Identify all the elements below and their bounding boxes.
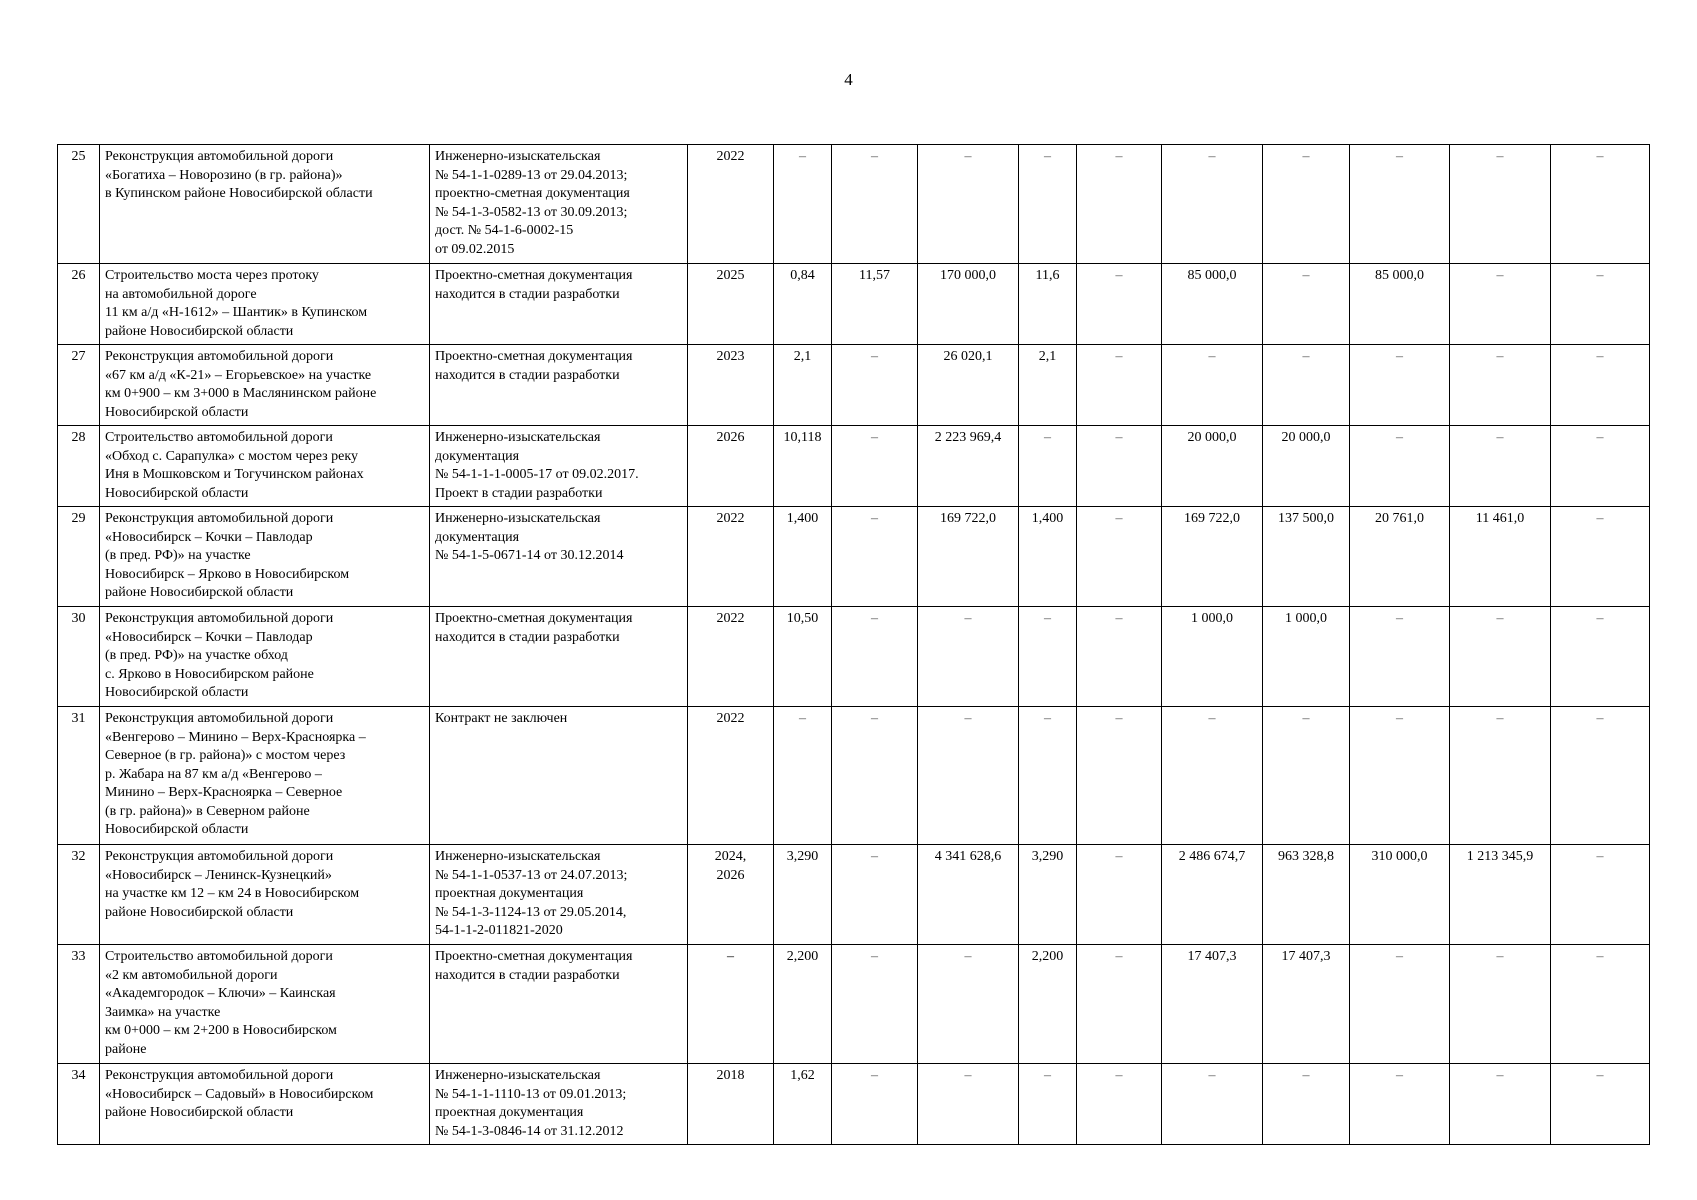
row-number-cell: 31 — [58, 707, 100, 845]
object-name-cell: Реконструкция автомобильной дороги «Новосибирск – Кочки – Павлодар (в пред. РФ)» на участке Новосибирск – Ярково в Новосибирском районе Новосибирской области — [100, 507, 430, 607]
documentation-cell: Контракт не заключен — [430, 707, 688, 845]
value-cell: – — [832, 1064, 918, 1145]
value-cell: – — [832, 507, 918, 607]
value-cell: 11,6 — [1019, 264, 1077, 345]
value-cell: 1,400 — [774, 507, 832, 607]
row-number-cell: 27 — [58, 345, 100, 426]
value-cell: – — [832, 707, 918, 845]
year-cell: 2023 — [688, 345, 774, 426]
object-name-cell: Реконструкция автомобильной дороги «Богатиха – Новорозино (в гр. района)» в Купинском районе Новосибирской области — [100, 145, 430, 264]
value-cell: – — [1263, 707, 1350, 845]
value-cell: – — [832, 145, 918, 264]
value-cell: – — [774, 707, 832, 845]
value-cell: 10,118 — [774, 426, 832, 507]
value-cell: 2 223 969,4 — [918, 426, 1019, 507]
row-number-cell: 34 — [58, 1064, 100, 1145]
documentation-cell: Инженерно-изыскательская № 54-1-1-0537-13 от 24.07.2013; проектная документация № 54-1-3-1124-13 от 29.05.2014, 54-1-1-2-011821-2020 — [430, 845, 688, 945]
documentation-cell: Проектно-сметная документация находится в стадии разработки — [430, 264, 688, 345]
object-name-cell: Строительство автомобильной дороги «Обход с. Сарапулка» с мостом через реку Иня в Мошковском и Тогучинском районах Новосибирской области — [100, 426, 430, 507]
documentation-cell: Инженерно-изыскательская № 54-1-1-1110-13 от 09.01.2013; проектная документация № 54-1-3-0846-14 от 31.12.2012 — [430, 1064, 688, 1145]
year-cell: – — [688, 945, 774, 1064]
value-cell: – — [918, 945, 1019, 1064]
value-cell: 26 020,1 — [918, 345, 1019, 426]
value-cell: – — [1077, 707, 1162, 845]
documentation-cell: Проектно-сметная документация находится в стадии разработки — [430, 607, 688, 707]
object-name-cell: Реконструкция автомобильной дороги «Новосибирск – Ленинск-Кузнецкий» на участке км 12 – км 24 в Новосибирском районе Новосибирской области — [100, 845, 430, 945]
value-cell: – — [1162, 1064, 1263, 1145]
value-cell: – — [1019, 426, 1077, 507]
value-cell: 85 000,0 — [1350, 264, 1450, 345]
value-cell: 963 328,8 — [1263, 845, 1350, 945]
value-cell: – — [1077, 145, 1162, 264]
value-cell: – — [1263, 145, 1350, 264]
documentation-cell: Проектно-сметная документация находится в стадии разработки — [430, 945, 688, 1064]
table-row — [58, 145, 1650, 264]
value-cell: 11 461,0 — [1450, 507, 1551, 607]
value-cell: 310 000,0 — [1350, 845, 1450, 945]
value-cell: – — [832, 426, 918, 507]
value-cell: – — [1551, 145, 1650, 264]
value-cell: 170 000,0 — [918, 264, 1019, 345]
value-cell: – — [1019, 1064, 1077, 1145]
value-cell: – — [1450, 145, 1551, 264]
value-cell: – — [1077, 426, 1162, 507]
table-row — [58, 707, 1650, 845]
value-cell: – — [774, 145, 832, 264]
table-row — [58, 607, 1650, 707]
value-cell: – — [832, 345, 918, 426]
value-cell: – — [1077, 345, 1162, 426]
table-row — [58, 845, 1650, 945]
year-cell: 2018 — [688, 1064, 774, 1145]
value-cell: – — [1350, 945, 1450, 1064]
object-name-cell: Реконструкция автомобильной дороги «67 км а/д «К-21» – Егорьевское» на участке км 0+900 – км 3+000 в Маслянинском районе Новосибирской области — [100, 345, 430, 426]
documentation-cell: Проектно-сметная документация находится в стадии разработки — [430, 345, 688, 426]
value-cell: 169 722,0 — [918, 507, 1019, 607]
value-cell: – — [1077, 845, 1162, 945]
value-cell: – — [1551, 607, 1650, 707]
object-name-cell: Строительство моста через протоку на автомобильной дороге 11 км а/д «Н-1612» – Шантик» в Купинском районе Новосибирской области — [100, 264, 430, 345]
value-cell: 2,1 — [774, 345, 832, 426]
value-cell: 1,400 — [1019, 507, 1077, 607]
value-cell: – — [1350, 345, 1450, 426]
row-number-cell: 28 — [58, 426, 100, 507]
table-row — [58, 945, 1650, 1064]
row-number-cell: 25 — [58, 145, 100, 264]
value-cell: – — [1019, 145, 1077, 264]
projects-table — [57, 144, 1650, 1145]
year-cell: 2025 — [688, 264, 774, 345]
value-cell: 169 722,0 — [1162, 507, 1263, 607]
value-cell: 20 761,0 — [1350, 507, 1450, 607]
value-cell: 2 486 674,7 — [1162, 845, 1263, 945]
value-cell: – — [1350, 426, 1450, 507]
year-cell: 2022 — [688, 507, 774, 607]
value-cell: – — [1162, 145, 1263, 264]
value-cell: 3,290 — [1019, 845, 1077, 945]
value-cell: – — [918, 1064, 1019, 1145]
value-cell: 1 000,0 — [1162, 607, 1263, 707]
table-body — [58, 145, 1650, 1145]
value-cell: 17 407,3 — [1162, 945, 1263, 1064]
value-cell: – — [1162, 707, 1263, 845]
row-number-cell: 26 — [58, 264, 100, 345]
value-cell: 2,1 — [1019, 345, 1077, 426]
value-cell: 17 407,3 — [1263, 945, 1350, 1064]
row-number-cell: 29 — [58, 507, 100, 607]
value-cell: – — [1350, 1064, 1450, 1145]
value-cell: – — [1350, 707, 1450, 845]
value-cell: 1 000,0 — [1263, 607, 1350, 707]
year-cell: 2022 — [688, 145, 774, 264]
value-cell: – — [1551, 845, 1650, 945]
value-cell: 137 500,0 — [1263, 507, 1350, 607]
value-cell: – — [1263, 345, 1350, 426]
value-cell: – — [1450, 345, 1551, 426]
value-cell: – — [1350, 607, 1450, 707]
table-row — [58, 345, 1650, 426]
value-cell: – — [918, 707, 1019, 845]
object-name-cell: Реконструкция автомобильной дороги «Новосибирск – Кочки – Павлодар (в пред. РФ)» на участке обход с. Ярково в Новосибирском районе Новосибирской области — [100, 607, 430, 707]
value-cell: 2,200 — [1019, 945, 1077, 1064]
table-row — [58, 264, 1650, 345]
value-cell: 20 000,0 — [1162, 426, 1263, 507]
page-number: 4 — [844, 70, 853, 89]
year-cell: 2022 — [688, 707, 774, 845]
value-cell: – — [1077, 264, 1162, 345]
object-name-cell: Строительство автомобильной дороги «2 км автомобильной дороги «Академгородок – Ключи» – Каинская Заимка» на участке км 0+000 – км 2+200 в Новосибирском районе — [100, 945, 430, 1064]
value-cell: – — [1551, 345, 1650, 426]
table-row — [58, 426, 1650, 507]
value-cell: – — [832, 607, 918, 707]
year-cell: 2026 — [688, 426, 774, 507]
value-cell: – — [1450, 264, 1551, 345]
value-cell: – — [1551, 507, 1650, 607]
value-cell: – — [1019, 707, 1077, 845]
value-cell: 1 213 345,9 — [1450, 845, 1551, 945]
value-cell: – — [1350, 145, 1450, 264]
value-cell: – — [1077, 507, 1162, 607]
row-number-cell: 32 — [58, 845, 100, 945]
value-cell: – — [1551, 1064, 1650, 1145]
value-cell: 20 000,0 — [1263, 426, 1350, 507]
documentation-cell: Инженерно-изыскательская № 54-1-1-0289-13 от 29.04.2013; проектно-сметная документация № 54-1-3-0582-13 от 30.09.2013; дост. № 54-1-6-0002-15 от 09.02.2015 — [430, 145, 688, 264]
value-cell: – — [1450, 426, 1551, 507]
row-number-cell: 33 — [58, 945, 100, 1064]
value-cell: 4 341 628,6 — [918, 845, 1019, 945]
value-cell: – — [1551, 707, 1650, 845]
table-row — [58, 507, 1650, 607]
object-name-cell: Реконструкция автомобильной дороги «Венгерово – Минино – Верх-Красноярка – Северное (в гр. района)» с мостом через р. Жабара на 87 км а/д «Венгерово – Минино – Верх-Красноярка – Северное (в гр. района)» в Северном районе Новосибирской области — [100, 707, 430, 845]
value-cell: – — [1450, 945, 1551, 1064]
value-cell: 10,50 — [774, 607, 832, 707]
value-cell: – — [832, 845, 918, 945]
value-cell: – — [1077, 945, 1162, 1064]
documentation-cell: Инженерно-изыскательская документация № 54-1-1-1-0005-17 от 09.02.2017. Проект в стадии разработки — [430, 426, 688, 507]
value-cell: – — [832, 945, 918, 1064]
documentation-cell: Инженерно-изыскательская документация № 54-1-5-0671-14 от 30.12.2014 — [430, 507, 688, 607]
value-cell: – — [1019, 607, 1077, 707]
value-cell: – — [1162, 345, 1263, 426]
value-cell: – — [1551, 426, 1650, 507]
year-cell: 2022 — [688, 607, 774, 707]
value-cell: – — [1077, 1064, 1162, 1145]
value-cell: – — [1450, 607, 1551, 707]
year-cell: 2024, 2026 — [688, 845, 774, 945]
value-cell: – — [1263, 1064, 1350, 1145]
value-cell: 85 000,0 — [1162, 264, 1263, 345]
row-number-cell: 30 — [58, 607, 100, 707]
value-cell: – — [1450, 707, 1551, 845]
value-cell: 1,62 — [774, 1064, 832, 1145]
value-cell: – — [918, 145, 1019, 264]
value-cell: 2,200 — [774, 945, 832, 1064]
value-cell: 0,84 — [774, 264, 832, 345]
value-cell: – — [1077, 607, 1162, 707]
value-cell: – — [918, 607, 1019, 707]
value-cell: 3,290 — [774, 845, 832, 945]
value-cell: – — [1263, 264, 1350, 345]
table-row — [58, 1064, 1650, 1145]
value-cell: – — [1450, 1064, 1551, 1145]
value-cell: – — [1551, 945, 1650, 1064]
object-name-cell: Реконструкция автомобильной дороги «Новосибирск – Садовый» в Новосибирском районе Новосибирской области — [100, 1064, 430, 1145]
value-cell: 11,57 — [832, 264, 918, 345]
value-cell: – — [1551, 264, 1650, 345]
